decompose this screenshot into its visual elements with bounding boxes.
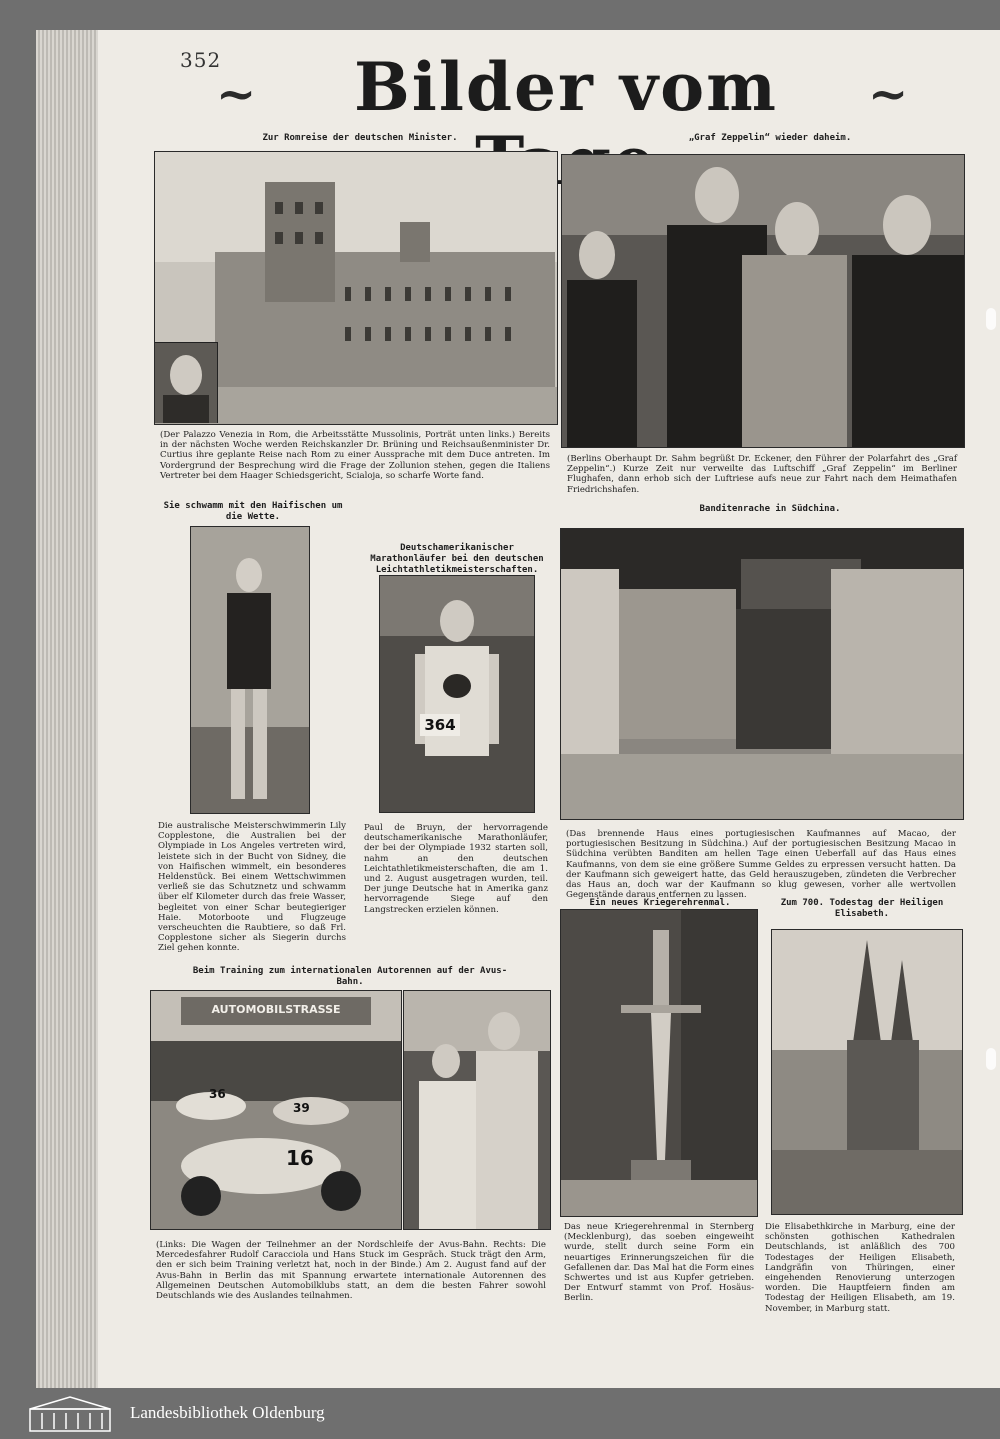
car-number: 16 bbox=[286, 1146, 314, 1170]
masthead-ornament-left: ~ bbox=[216, 66, 257, 122]
war-memorial-photo bbox=[560, 909, 758, 1217]
swimmer-illustration bbox=[191, 527, 309, 813]
cathedral-illustration bbox=[772, 930, 962, 1214]
automobilstrasse-banner: AUTOMOBILSTRASSE bbox=[211, 1003, 341, 1016]
binding-mark bbox=[986, 1048, 996, 1070]
avus-headline: Beim Training zum internationalen Autorennen auf der Avus-Bahn. bbox=[192, 966, 508, 987]
library-footer bbox=[0, 1389, 1000, 1439]
fire-illustration bbox=[561, 529, 963, 819]
masthead-ornament-right: ~ bbox=[868, 66, 909, 122]
memorial-caption: Das neue Kriegerehrenmal in Sternberg (Mecklenburg), das soeben eingeweiht wurde, stellt durch seine Form ein neuartiges Erinnerungszeichen für die Gefallenen dar. Das Mal hat die Form eines Schwertes und ist aus Kupfer getrieben. Der Entwurf stammt von Prof. Hosäus-Berlin. bbox=[564, 1222, 754, 1304]
caracciola-stuck-photo bbox=[403, 990, 551, 1230]
elisabethkirche-photo bbox=[771, 929, 963, 1215]
zeppelin-caption: (Berlins Oberhaupt Dr. Sahm begrüßt Dr. Eckener, den Führer der Polarfahrt des „Graf Zeppelin“.) Kurze Zeit nur verweilte das Luftschiff „Graf Zeppelin“ im Berliner Flughafen, dann erhob sich der Luftriese aufs neue zur Fahrt nach dem Heimathafen Friedrichshafen. bbox=[567, 454, 957, 495]
page-number: 352 bbox=[180, 48, 222, 72]
library-name: Landesbibliothek Oldenburg bbox=[130, 1403, 325, 1422]
macao-fire-photo bbox=[560, 528, 964, 820]
zeppelin-welcome-photo bbox=[561, 154, 965, 448]
masthead-title: Bilder vom bbox=[353, 48, 779, 126]
car-number: 36 bbox=[209, 1087, 226, 1101]
race-cars-illustration bbox=[151, 991, 401, 1229]
marathon-headline: Deutschamerikanischer Marathonläufer bei den deutschen Leichtathletikmeisterschaften. bbox=[370, 543, 544, 575]
memorial-headline: Ein neues Kriegerehrenmal. bbox=[589, 898, 731, 908]
marathon-runner-photo bbox=[379, 575, 535, 813]
zeppelin-headline: „Graf Zeppelin“ wieder daheim. bbox=[688, 133, 852, 143]
car-number: 39 bbox=[293, 1101, 310, 1115]
mussolini-portrait-inset bbox=[155, 342, 218, 423]
rome-headline: Zur Romreise der deutschen Minister. bbox=[262, 133, 458, 143]
avus-cars-photo bbox=[150, 990, 402, 1230]
elisabeth-headline: Zum 700. Todestag der Heiligen Elisabeth. bbox=[780, 898, 944, 919]
bandits-headline: Banditenrache in Südchina. bbox=[699, 504, 841, 514]
marathon-caption: Paul de Bruyn, der hervorragende deutschamerikanische Marathonläufer, der bei der Olympiade 1932 starten soll, nahm an den deutschen Leichtathletikmeisterschaften, die am 1. und 2. August ausgetragen wurden, teil. Der junge Deutsche hat in Amerika ganz hervorragende Siege auf den Langstrecken erzielen können. bbox=[364, 823, 548, 915]
avus-caption: (Links: Die Wagen der Teilnehmer an der Nordschleife der Avus-Bahn. Rechts: Die Mercedesfahrer Rudolf Caracciola und Hans Stuck im Gespräch. Stuck trägt den Arm, den er sich beim Training verletzt hat, noch in der Binde.) Am 2. August fand auf der Avus-Bahn in Berlin das mit Spannung erwartete internationale Autorennen des Allgemeinen Deutschen Automobilklubs statt, an dem die besten Fahrer sowohl Deutschlands wie des Auslandes teilnahmen. bbox=[156, 1240, 546, 1302]
swimmer-caption: Die australische Meisterschwimmerin Lily Copplestone, die Australien bei der Olympiade in Los Angeles vertreten wird, leistete sich in der Bucht von Sidney, die von Haifischen wimmelt, ein besonderes Heldenstück. Bei einem Wettschwimmen verließ sie das Schutznetz und schwamm über elf Kilometer durch das freie Wasser, begleitet von einer Schar beutegieriger Haie. Motorboote und Flugzeuge verscheuchten die Raubtiere, so daß Frl. Copplestone sicher als Siegerin durchs Ziel gehen konnte. bbox=[158, 821, 346, 954]
runner-bib-number: 364 bbox=[420, 714, 460, 736]
sword-memorial-illustration bbox=[561, 910, 757, 1216]
swimmer-photo bbox=[190, 526, 310, 814]
rome-caption: (Der Palazzo Venezia in Rom, die Arbeitsstätte Mussolinis, Porträt unten links.) Bereits in der nächsten Woche werden Reichskanzler Dr. Brüning und Reichsaußenminister Dr. Curtius ihre geplante Reise nach Rom zu einer Aussprache mit dem Duce antreten. Im Vordergrund der Besprechung wird die Frage der Zollunion stehen, gegen die Italiens Vertreter bei dem Haager Schiedsgericht, Scialoja, so scharfe Worte fand. bbox=[160, 430, 550, 481]
zeppelin-group-illustration bbox=[562, 155, 964, 447]
page-stack-edge bbox=[36, 30, 98, 1388]
binding-mark bbox=[986, 308, 996, 330]
bandits-caption: (Das brennende Haus eines portugiesischen Kaufmannes auf Macao, der portugiesischen Besitzung in Südchina.) Auf der portugiesischen Besitzung Macao in Südchina verübten Banditen am hellen Tage einen Ueberfall auf das Haus eines Kaufmanns, von dem sie eine größere Summe Geldes zu erpressen versucht hatten. Da der Kaufmann sich geweigert hatte, das Geld herauszugeben, zündeten die Verbrecher das Haus an, doch war der Kaufmann so klug gewesen, vorher alle wertvollen Gegenstände daraus entfernen zu lassen. bbox=[566, 829, 956, 901]
palazzo-venezia-photo bbox=[154, 151, 558, 425]
swimmer-headline: Sie schwamm mit den Haifischen um die Wette. bbox=[163, 501, 343, 522]
runner-illustration bbox=[380, 576, 534, 812]
drivers-illustration bbox=[404, 991, 550, 1229]
elisabeth-caption: Die Elisabethkirche in Marburg, eine der schönsten gothischen Kathedralen Deutschlands, ist anläßlich des 700 Todestages der Heiligen Elisabeth, Landgräfin von Thüringen, einer eingehenden Renovierung unterzogen worden. Die Hauptfeiern finden am Todestag der Heiligen Elisabeth, am 19. November, in Marburg statt. bbox=[765, 1222, 955, 1314]
portrait-icon bbox=[155, 343, 217, 423]
library-building-icon bbox=[20, 1395, 120, 1433]
